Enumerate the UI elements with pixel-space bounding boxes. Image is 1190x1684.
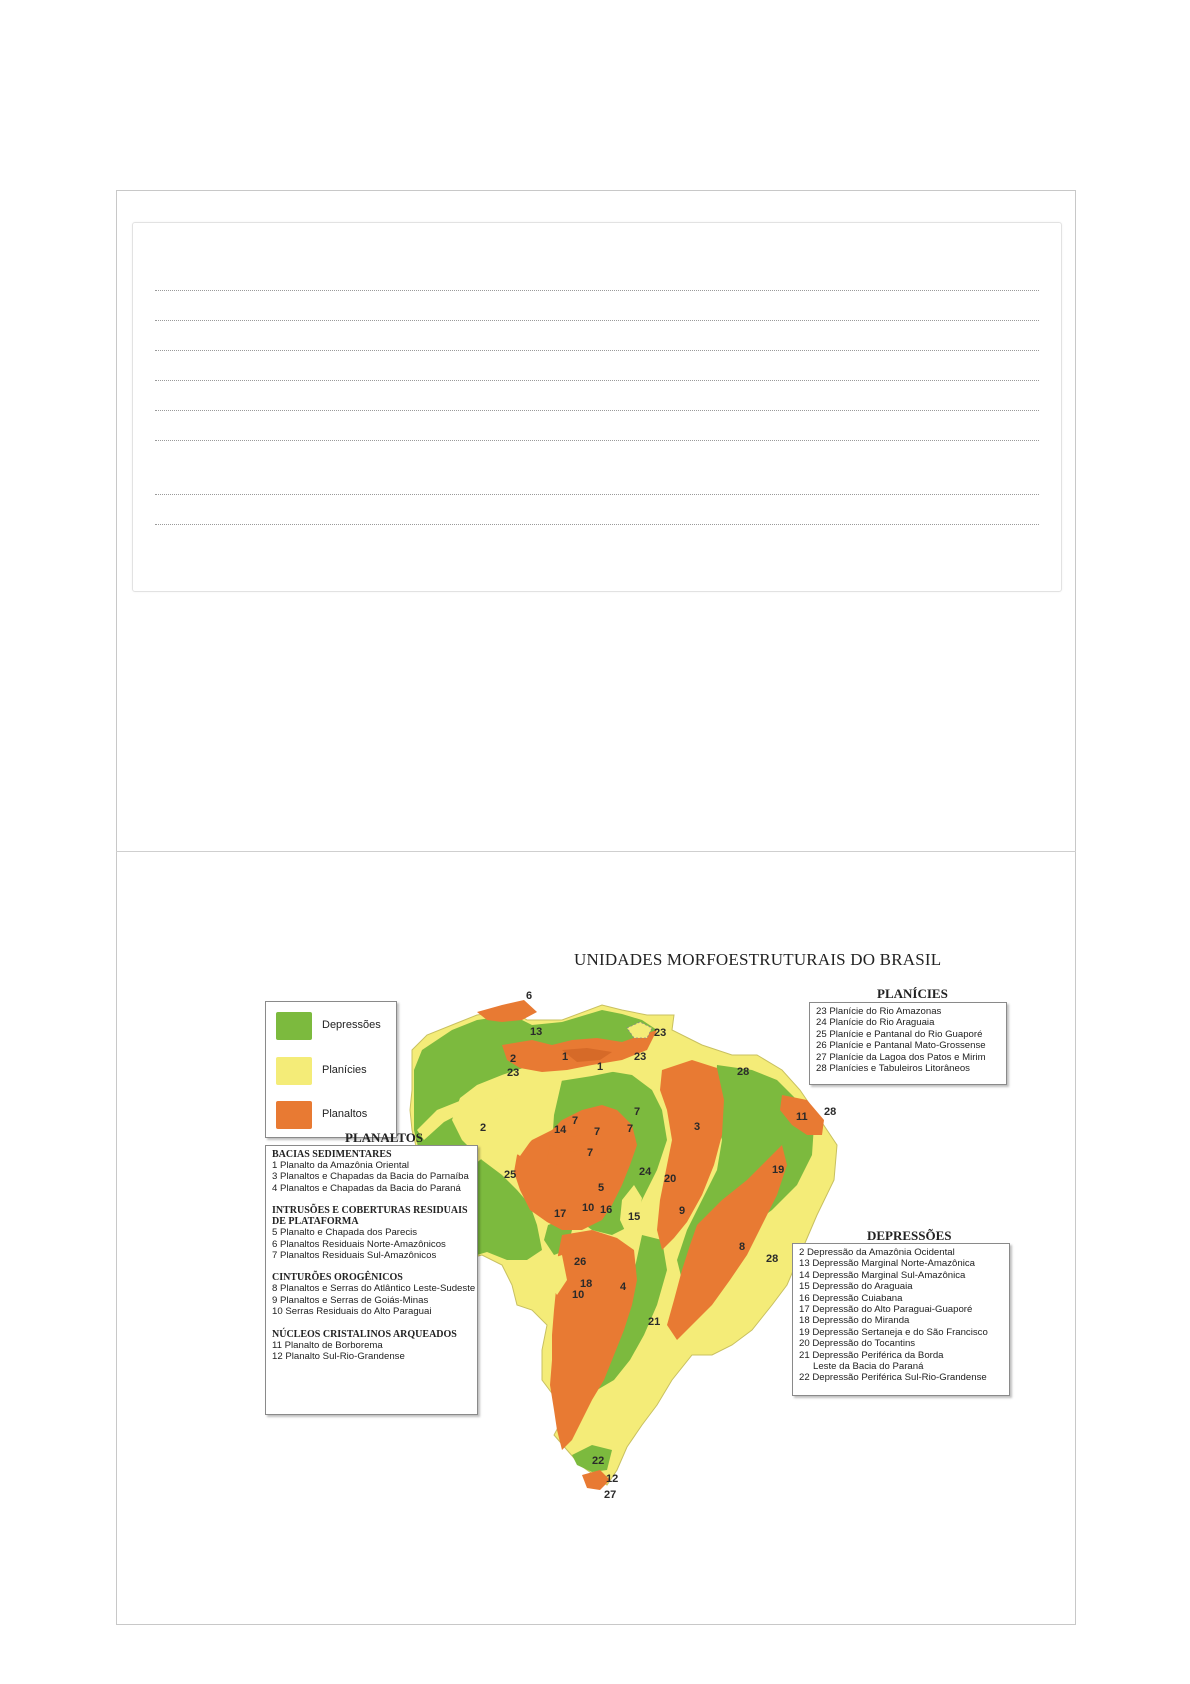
- planaltos-group-title: CINTURÕES OROGÊNICOS: [272, 1272, 403, 1284]
- planaltos-item: 5 Planalto e Chapada dos Parecis: [272, 1227, 418, 1239]
- region-number-label: 19: [772, 1164, 785, 1176]
- planaltos-group-title: NÚCLEOS CRISTALINOS ARQUEADOS: [272, 1328, 457, 1340]
- planaltos-item: 3 Planaltos e Chapadas da Bacia do Parnaíba: [272, 1171, 469, 1183]
- planaltos-item: 4 Planaltos e Chapadas da Bacia do Paraná: [272, 1182, 461, 1194]
- planicies-item: 27 Planície da Lagoa dos Patos e Mirim: [816, 1051, 986, 1063]
- region-number-label: 26: [574, 1256, 587, 1268]
- planaltos-item: 6 Planaltos Residuais Norte-Amazônicos: [272, 1238, 446, 1250]
- planaltos-heading: PLANALTOS: [345, 1130, 424, 1145]
- region-number-label: 10: [582, 1202, 595, 1214]
- note-line: [155, 494, 1039, 495]
- region-number-label: 10: [572, 1289, 585, 1301]
- legend-label: Depressões: [322, 1019, 381, 1031]
- region-number-label: 12: [606, 1473, 619, 1485]
- legend-label: Planícies: [322, 1064, 367, 1076]
- region-number-label: 2: [510, 1053, 517, 1065]
- depressoes-heading: DEPRESSÕES: [867, 1228, 952, 1243]
- planaltos-item: 7 Planaltos Residuais Sul-Amazônicos: [272, 1250, 437, 1262]
- legend-swatch: [276, 1057, 312, 1085]
- depressoes-item: 22 Depressão Periférica Sul-Rio-Grandense: [799, 1372, 987, 1384]
- depressoes-item: 2 Depressão da Amazônia Ocidental: [799, 1247, 955, 1258]
- region-number-label: 2: [480, 1122, 487, 1134]
- depressoes-item: 19 Depressão Sertaneja e do São Francisco: [799, 1326, 988, 1338]
- region-number-label: 13: [530, 1026, 543, 1038]
- note-line: [155, 350, 1039, 351]
- planicies-heading: PLANÍCIES: [877, 986, 948, 1001]
- note-line: [155, 440, 1039, 441]
- planaltos-item: 8 Planaltos e Serras do Atlântico Leste-Sudeste: [272, 1283, 476, 1295]
- region-number-label: 25: [504, 1169, 517, 1181]
- region-number-label: 28: [737, 1066, 750, 1078]
- map-region-planaltos: [477, 1000, 537, 1022]
- notes-area: [132, 222, 1062, 592]
- depressoes-item: 15 Depressão do Araguaia: [799, 1281, 913, 1293]
- legend-label: Planaltos: [322, 1108, 368, 1120]
- region-number-label: 27: [604, 1489, 617, 1501]
- planicies-item: 24 Planície do Rio Araguaia: [816, 1017, 935, 1029]
- legend-item-depressoes: [276, 1012, 396, 1044]
- planicies-panel: [809, 1002, 1007, 1085]
- planaltos-group-title: BACIAS SEDIMENTARES: [272, 1149, 392, 1160]
- region-number-label: 4: [620, 1281, 627, 1293]
- region-number-label: 7: [634, 1106, 641, 1118]
- map-legend: [265, 1001, 397, 1138]
- region-number-label: 23: [634, 1051, 647, 1063]
- planicies-item: 26 Planície e Pantanal Mato-Grossense: [816, 1040, 986, 1052]
- region-number-label: 18: [580, 1278, 593, 1290]
- depressoes-item: 18 Depressão do Miranda: [799, 1315, 910, 1327]
- legend-swatch: [276, 1101, 312, 1129]
- morphostructural-map: [262, 950, 1022, 1525]
- region-number-label: 8: [739, 1241, 746, 1253]
- region-number-label: 14: [554, 1124, 567, 1136]
- depressoes-item: 17 Depressão do Alto Paraguai-Guaporé: [799, 1304, 973, 1316]
- depressoes-item: 20 Depressão do Tocantins: [799, 1338, 916, 1350]
- region-number-label: 1: [562, 1051, 569, 1063]
- region-number-label: 7: [572, 1115, 579, 1127]
- planaltos-item: 11 Planalto de Borborema: [272, 1339, 383, 1351]
- region-number-label: 23: [654, 1027, 667, 1039]
- region-number-label: 23: [507, 1067, 520, 1079]
- region-number-label: 7: [587, 1147, 594, 1159]
- note-line: [155, 410, 1039, 411]
- legend-swatch: [276, 1012, 312, 1040]
- depressoes-item: Leste da Bacia do Paraná: [813, 1361, 924, 1373]
- region-number-label: 9: [679, 1205, 686, 1217]
- note-line: [155, 290, 1039, 291]
- region-number-label: 5: [598, 1182, 605, 1194]
- region-number-label: 15: [628, 1211, 641, 1223]
- note-line: [155, 524, 1039, 525]
- map-title: UNIDADES MORFOESTRUTURAIS DO BRASIL: [574, 950, 942, 969]
- region-number-label: 16: [600, 1204, 613, 1216]
- depressoes-item: 21 Depressão Periférica da Borda: [799, 1349, 944, 1361]
- region-number-label: 7: [594, 1126, 601, 1138]
- depressoes-item: 14 Depressão Marginal Sul-Amazônica: [799, 1269, 966, 1281]
- note-line: [155, 320, 1039, 321]
- depressoes-panel: [792, 1243, 1010, 1396]
- region-number-label: 20: [664, 1173, 677, 1185]
- planicies-item: 28 Planícies e Tabuleiros Litorâneos: [816, 1063, 970, 1075]
- planaltos-item: 9 Planaltos e Serras de Goiás-Minas: [272, 1294, 429, 1306]
- region-number-label: 28: [824, 1106, 837, 1118]
- planaltos-group-title: INTRUSÕES E COBERTURAS RESIDUAIS DE PLATAFORMA: [272, 1205, 468, 1228]
- legend-item-planicies: [276, 1057, 396, 1089]
- region-number-label: 7: [627, 1123, 634, 1135]
- region-number-label: 22: [592, 1455, 605, 1467]
- depressoes-item: 13 Depressão Marginal Norte-Amazônica: [799, 1258, 975, 1270]
- planaltos-item: 12 Planalto Sul-Rio-Grandense: [272, 1351, 405, 1363]
- region-number-label: 21: [648, 1316, 661, 1328]
- region-number-label: 28: [766, 1253, 779, 1265]
- planaltos-panel: [265, 1145, 478, 1415]
- planaltos-item: 10 Serras Residuais do Alto Paraguai: [272, 1306, 432, 1318]
- planicies-item: 23 Planície do Rio Amazonas: [816, 1006, 942, 1017]
- planicies-item: 25 Planície e Pantanal do Rio Guaporé: [816, 1028, 983, 1040]
- note-line: [155, 380, 1039, 381]
- planaltos-item: 1 Planalto da Amazônia Oriental: [272, 1160, 410, 1171]
- region-number-label: 1: [597, 1061, 604, 1073]
- region-number-label: 6: [526, 990, 533, 1002]
- region-number-label: 17: [554, 1208, 567, 1220]
- depressoes-item: 16 Depressão Cuiabana: [799, 1292, 903, 1304]
- legend-item-planaltos: [276, 1101, 396, 1133]
- section-divider: [116, 851, 1076, 852]
- region-number-label: 3: [694, 1121, 701, 1133]
- region-number-label: 11: [796, 1111, 808, 1123]
- region-number-label: 24: [639, 1166, 652, 1178]
